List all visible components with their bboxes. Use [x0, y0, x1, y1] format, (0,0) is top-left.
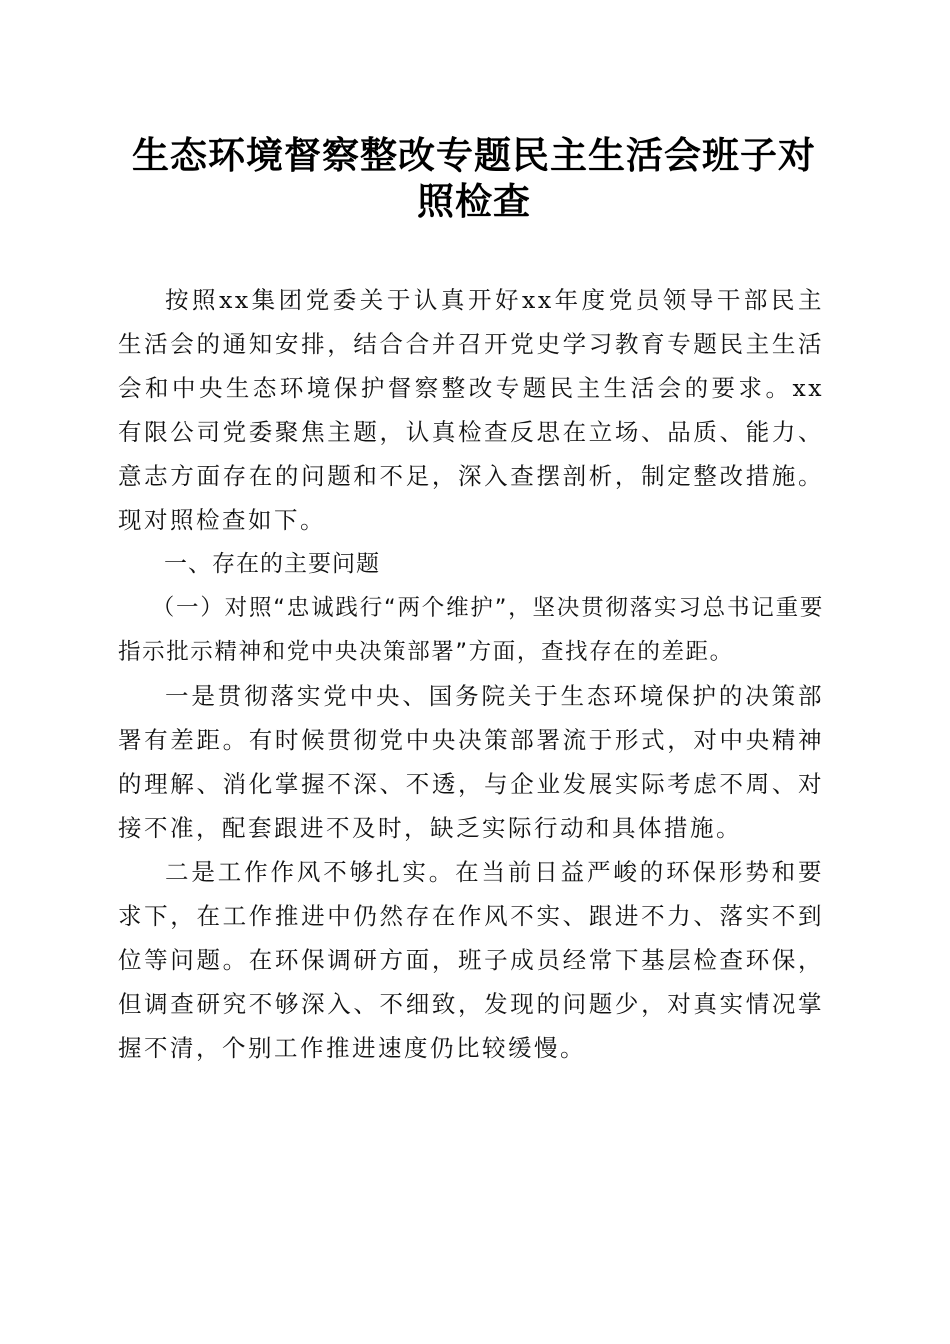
section-heading-main-problems: 一、存在的主要问题: [164, 551, 380, 577]
intro-paragraph: 按照xx集团党委关于认真开好xx年度党员领导干部民主生活会的通知安排，结合合并召开党史学习教育专题民主生活会和中央生态环境保护督察整改专题民主生活会的要求。xx有限公司党委聚焦主题，认真检查反思在立场、品质、能力、意志方面存在的问题和不足，深入查摆剖析，制定整改措施。现对照检查如下。: [118, 286, 824, 534]
point-paragraph-1: 一是贯彻落实党中央、国务院关于生态环境保护的决策部署有差距。有时候贯彻党中央决策部署流于形式，对中央精神的理解、消化掌握不深、不透，与企业发展实际考虑不周、对接不准，配套跟进不及时，缺乏实际行动和具体措施。: [118, 682, 824, 842]
document-body: [118, 278, 824, 1070]
document-title: 生态环境督察整改专题民主生活会班子对照检查: [132, 133, 816, 223]
subsection-heading-1: （一）对照“忠诚践行“两个维护”，坚决贯彻落实习总书记重要指示批示精神和党中央决策部署”方面，查找存在的差距。: [118, 595, 824, 665]
point-paragraph-2: 二是工作作风不够扎实。在当前日益严峻的环保形势和要求下，在工作推进中仍然存在作风不实、跟进不力、落实不到位等问题。在环保调研方面，班子成员经常下基层检查环保，但调查研究不够深入、不细致，发现的问题少，对真实情况掌握不清，个别工作推进速度仍比较缓慢。: [118, 858, 824, 1062]
